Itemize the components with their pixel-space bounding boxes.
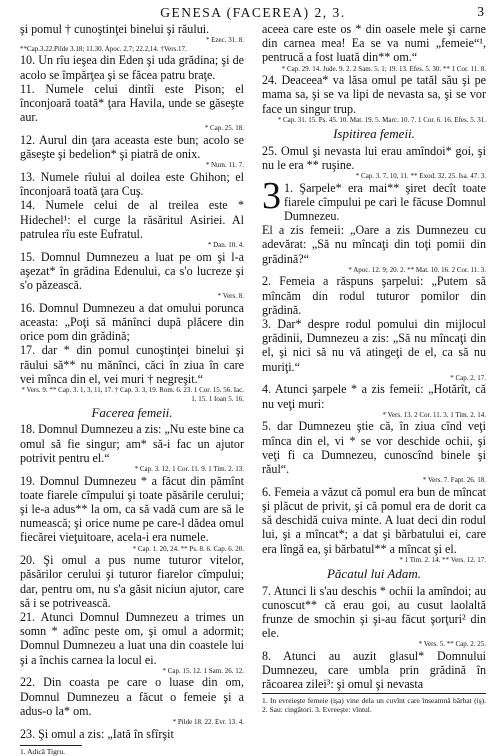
cross-reference: * Cap. 31. 15. Ps. 45. 10. Mat. 19. 5. Marc. 10. 7. 1 Cor. 6. 16. Efes. 5. 31. bbox=[277, 115, 486, 124]
section-heading: Ispitirea femeii. bbox=[333, 126, 415, 142]
footnote: 1. In evreieşte femeie (işa) vine dela un cuvînt care înseamnă bărbat (iş). 2. Sau: cingători. 3. Evreeşte: vîntul. bbox=[262, 693, 486, 714]
right-column bbox=[262, 22, 486, 756]
cross-reference: * Cap. 1. 20, 24. ** Ps. 8. 6. Cap. 6. 20. bbox=[132, 544, 244, 553]
verse-20: 20. Şi omul a pus nume tuturor vitelor, păsărilor cerului şi tuturor fiarelor cîmpului; dar, pentru om, nu s'a găsit niciun ajutor, care să i se potrivească. bbox=[20, 553, 244, 610]
running-title: GENESA (FACEREA) 2, 3. bbox=[160, 5, 346, 20]
chapter-3-verse-8-start: 8. Atunci au auzit glasul* Domnului Dumnezeu, care umbla prin grădină în răcoarea zilei³: şi omul şi nevasta bbox=[262, 649, 486, 692]
verse-text: 1. Şarpele* era mai** şiret decît toate fiarele cîmpului pe cari le făcuse Domnul Dumnezeu. bbox=[284, 180, 486, 224]
chapter-3-verse-2: 2. Femeia a răspuns şarpelui: „Putem să mîncăm din rodul tuturor pomilor din grădină. bbox=[262, 274, 486, 317]
chapter-3-verse-6: 6. Femeia a văzut că pomul era bun de mîncat şi plăcut de privit, şi că pomul era de dorit ca să deschidă cuiva minte. A luat deci din rodul lui, şi a mîncat*; a dat şi bărbatului ei, care era lîngă ea, şi bărbatul** a mîncat şi el. bbox=[262, 484, 486, 556]
verse-19: 19. Domnul Dumnezeu * a făcut din pămînt toate fiarele cîmpului şi toate păsările cerului; şi le-a adus** la om, ca să vadă cum are să le numească; şi orice nume pe care-l dădea omul fiecărei vieţuitoare, acela-i era numele. bbox=[20, 473, 244, 545]
cross-reference: * Cap. 29. 14. Jude. 9. 2. 2 Sam. 5. 1; 19. 13. Efes. 5. 30. ** 1 Cor. 11. 8. bbox=[281, 64, 486, 73]
cross-reference: * Cap. 3. 12. 1 Cor. 11. 9. 1 Tim. 2. 13. bbox=[134, 465, 244, 474]
cross-reference: * Num. 11. 7. bbox=[205, 161, 244, 170]
section-heading: Păcatul lui Adam. bbox=[326, 566, 421, 582]
verse-11: 11. Numele celui dintîi este Pison; el înconjoară toată* ţara Havila, unde se găseşte aur. bbox=[20, 81, 244, 125]
cross-reference: * Vers. 9. ** Cap. 3. 1, 3, 11, 17. † Cap. 3. 3, 19. Rom. 6. 23. 1 Cor. 15. 56. Iac. 1. 15. 1 Ioan 5. 16. bbox=[21, 386, 244, 403]
chapter-3-verse-5: 5. dar Dumnezeu ştie că, în ziua cînd veţi mînca din el, vi * se vor deschide ochii, şi veţi fi ca Dumnezeu, cunoscînd binele şi răul“. bbox=[262, 419, 486, 477]
cross-reference: * Vers. 8. bbox=[217, 292, 244, 301]
chapter-number: 3 bbox=[262, 174, 281, 217]
cross-reference: * Apoc. 12. 9; 20. 2. ** Mat. 10. 16. 2 Cor. 11. 3. bbox=[348, 265, 486, 274]
cross-reference: * Ezec. 31. 8. bbox=[205, 36, 244, 45]
two-column-body bbox=[20, 22, 486, 756]
cross-reference: **Cap.3.22.Pilde 3.18; 11.30. Apoc. 2.7; 22.2,14. †Vers.17. bbox=[20, 44, 187, 53]
footnote: 1. Adică Tigru. bbox=[20, 746, 66, 756]
cross-reference: * Cap. 15. 12. 1 Sam. 26. 12. bbox=[162, 666, 244, 675]
cross-reference: * Vers. 7. Fapt. 26. 18. bbox=[422, 476, 486, 485]
cross-reference: * Pilde 18. 22. Evr. 13. 4. bbox=[172, 718, 244, 727]
cross-reference: * Cap. 2. 17. bbox=[450, 373, 486, 382]
verse-23-start: 23. Şi omul a zis: „Iată în sfîrşit bbox=[20, 726, 174, 741]
chapter-3-verse-7: 7. Atunci li s'au deschis * ochii la amîndoi; au cunoscut** că erau goi, au cusut laolaltă frunze de smochin şi şi-au făcut şorţuri² din ele. bbox=[262, 583, 486, 641]
page-header bbox=[20, 4, 486, 22]
cross-reference: * 1 Tim. 2. 14. ** Vers. 12. 17. bbox=[399, 555, 486, 564]
verse-10: 10. Un rîu ieşea din Eden şi uda grădina; şi de acolo se împărţea şi se făcea patru braţe. bbox=[20, 53, 244, 82]
chapter-3-verse-4: 4. Atunci şarpele * a zis femeii: „Hotărît, că nu veţi muri: bbox=[262, 382, 486, 411]
verse-14: 14. Numele celui de al treilea este * Hidechel¹: el curge la răsăritul Asiriei. Al patrulea rîu este Eufratul. bbox=[20, 198, 244, 241]
verse-22: 22. Din coasta pe care o luase din om, Domnul Dumnezeu a făcut o femeie şi a adus-o la* om. bbox=[20, 675, 244, 718]
chapter-3-verse-3: 3. Dar* despre rodul pomului din mijlocul grădinii, Dumnezeu a zis: „Să nu mîncaţi din el, şi nici să nu vă atingeţi de el, ca să nu muriţi.“ bbox=[262, 317, 486, 374]
verse-25: 25. Omul şi nevasta lui erau amîndoi* goi, şi nu le era ** ruşine. bbox=[262, 143, 486, 172]
verse-23-tail: aceea care este os * din oasele mele şi carne din carnea mea! Ea se va numi „femeie“¹, pentrucă a fost luată din** om.“ bbox=[262, 22, 486, 65]
cross-reference: * Cap. 25. 18. bbox=[204, 124, 244, 133]
left-column bbox=[20, 22, 244, 756]
verse-18: 18. Domnul Dumnezeu a zis: „Nu este bine ca omul să fie singur; am* să-i fac un ajutor potrivit pentru el.“ bbox=[20, 422, 245, 465]
footnote-divider bbox=[20, 745, 82, 746]
verse-9-tail: şi pomul † cunoştinţei binelui şi răului. bbox=[20, 22, 210, 36]
verse-16: 16. Domnul Dumnezeu a dat omului porunca aceasta: „Poţi să mănînci după plăcere din orice pom din grădină; bbox=[20, 300, 244, 344]
cross-reference: * Dan. 10. 4. bbox=[207, 241, 244, 250]
section-heading: Facerea femeii. bbox=[91, 405, 173, 421]
page-number: 3 bbox=[477, 4, 484, 19]
verse-15: 15. Domnul Dumnezeu a luat pe om şi l-a aşezat* în grădina Edenului, ca s'o lucreze şi s'o păzească. bbox=[20, 249, 244, 293]
cross-reference: * Vers. 13. 2 Cor. 11. 3. 1 Tim. 2. 14. bbox=[382, 410, 486, 419]
cross-reference: * Cap. 3. 7, 10, 11. ** Exod. 32. 25. Isa. 47. 3. bbox=[355, 172, 486, 181]
verse-13: 13. Numele rîului al doilea este Ghihon; el înconjoară toată ţara Cuş. bbox=[20, 170, 244, 199]
verse-17: 17. dar * din pomul cunoştinţei binelui şi răului să** nu mănînci, căci în ziua în care vei mînca din el, vei muri † negreşit.“ bbox=[20, 343, 244, 386]
chapter-3-verse-1b: El a zis femeii: „Oare a zis Dumnezeu cu adevărat: „Să nu mîncaţi din toţi pomii din grădină?“ bbox=[262, 223, 486, 266]
verse-21: 21. Atunci Domnul Dumnezeu a trimes un somn * adînc peste om, şi omul a adormit; Domnul Dumnezeu a luat una din coastele lui şi a închis carnea la locul ei. bbox=[20, 610, 244, 667]
verse-12: 12. Aurul din ţara aceasta este bun; acolo se găseşte şi bedelion* şi piatră de onix. bbox=[20, 133, 244, 162]
verse-24: 24. Deaceea* va lăsa omul pe tatăl său şi pe mama sa, şi se va lipi de nevasta sa, şi se vor face un singur trup. bbox=[262, 73, 486, 116]
cross-reference: * Vers. 5. ** Cap. 2. 25. bbox=[418, 640, 486, 649]
